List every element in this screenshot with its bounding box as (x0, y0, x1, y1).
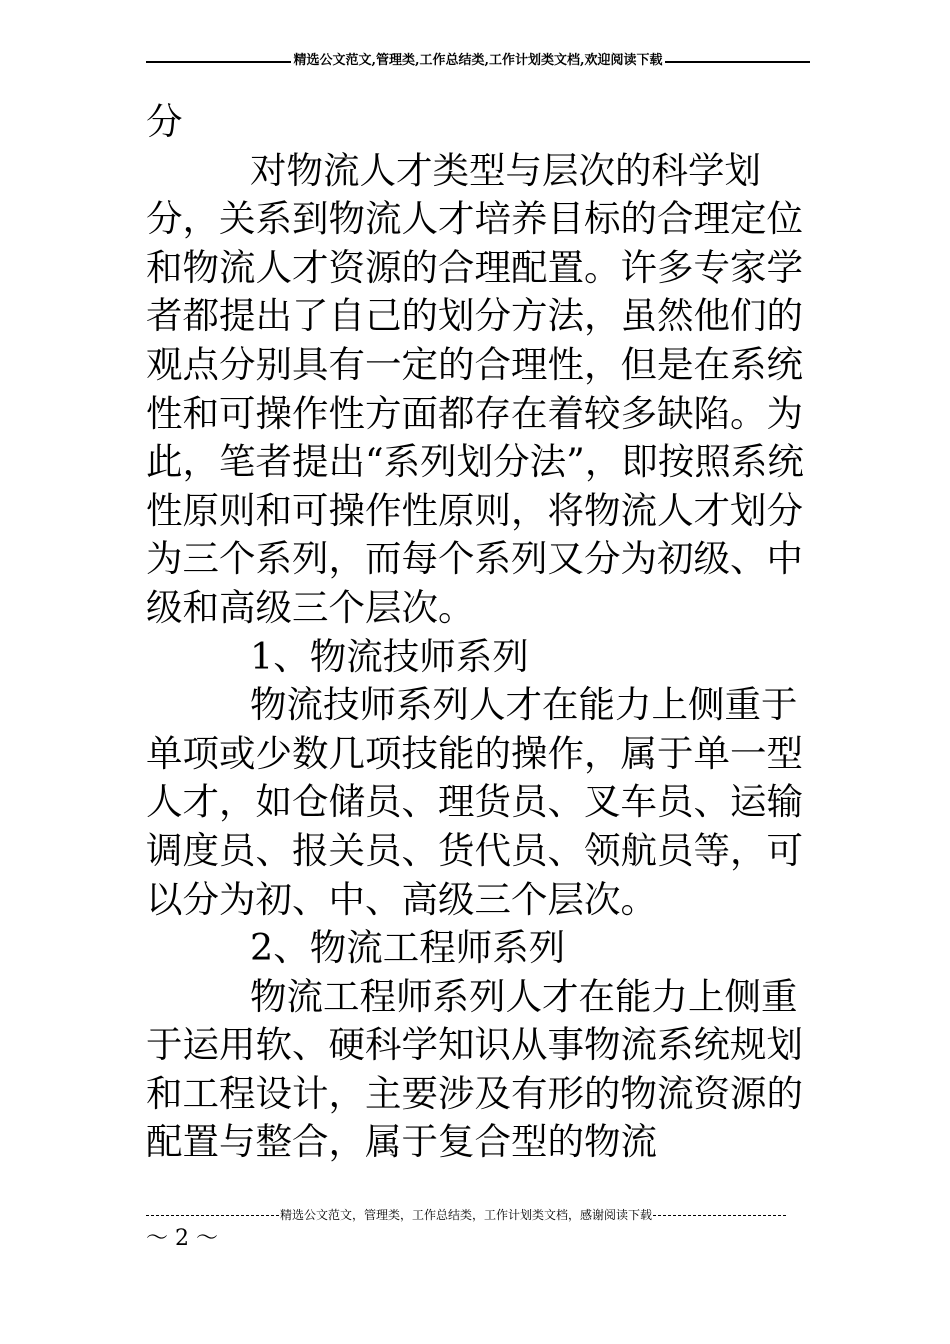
paragraph-technician: 物流技师系列人才在能力上侧重于单项或少数几项技能的操作，属于单一型人才，如仓储员、理货员、叉车员、运输调度员、报关员、货代员、领航员等，可以分为初、中、高级三个层次。 (146, 683, 803, 921)
page-number: ～ 2 ～ (146, 1226, 218, 1251)
footer-rule-left (146, 1215, 279, 1216)
document-body (146, 98, 814, 1167)
paragraph-continuation: 分 (146, 100, 183, 143)
page-header (146, 52, 810, 70)
footer-rule-right (653, 1215, 786, 1216)
header-rule-left (146, 61, 291, 63)
section-heading-1: 1、物流技师系列 (250, 634, 529, 678)
section-heading-2: 2、物流工程师系列 (250, 926, 566, 970)
paragraph-engineer: 物流工程师系列人才在能力上侧重于运用软、硬科学知识从事物流系统规划和工程设计，主要涉及有形的物流资源的配置与整合，属于复合型的物流 (146, 974, 803, 1164)
footer-text: 精选公文范文，管理类，工作总结类，工作计划类文档，感谢阅读下载 (280, 1208, 653, 1222)
page-footer (146, 1207, 786, 1223)
header-rule-right (665, 61, 810, 63)
header-text: 精选公文范文,管理类,工作总结类,工作计划类文档,欢迎阅读下载 (293, 53, 663, 68)
paragraph-intro: 对物流人才类型与层次的科学划分，关系到物流人才培养目标的合理定位和物流人才资源的合理配置。许多专家学者都提出了自己的划分方法，虽然他们的观点分别具有一定的合理性，但是在系统性和可操作性方面都存在着较多缺陷。为此，笔者提出“系列划分法”，即按照系统性原则和可操作性原则，将物流人才划分为三个系列，而每个系列又分为初级、中级和高级三个层次。 (146, 148, 804, 629)
